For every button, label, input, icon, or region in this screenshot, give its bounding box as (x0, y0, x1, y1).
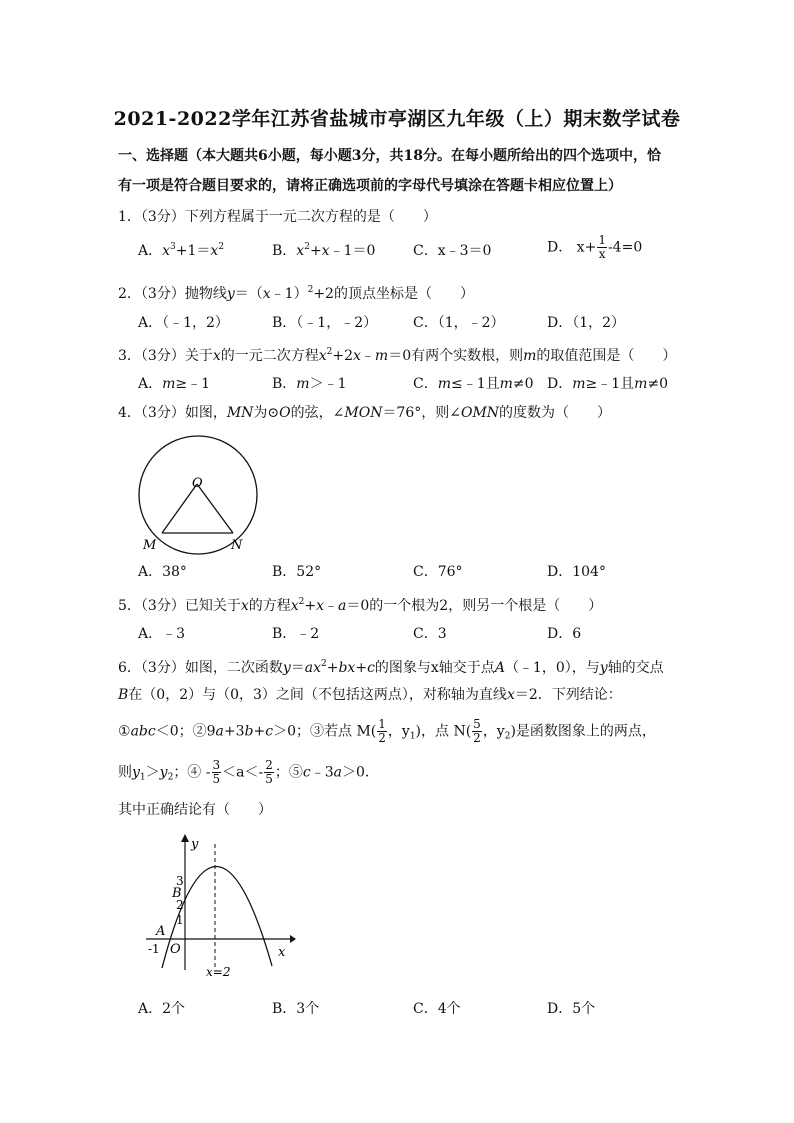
tick-neg1: -1 (148, 942, 160, 956)
q2-option-d: D．（1，2） (547, 315, 626, 331)
label-b: B (172, 886, 182, 901)
question-6-line-4: 则$y_1>y_2$；④ - $\frac{3}{5}$ ＜a＜- $\frac{2}{5}$ ；⑤c﹣3a＞0． (118, 758, 379, 786)
q6-option-d: D．5个 (547, 1001, 596, 1017)
symmetry-axis-label: x=2 (206, 965, 231, 979)
question-3-stem: 3．（3分）关于x的一元二次方程$x^2+2x﹣m=0$有两个实数根，则m的取值范围是（ ） (118, 347, 677, 364)
q4-option-b: B．52° (272, 564, 322, 580)
q5-option-b: B．﹣2 (272, 626, 320, 642)
q4-option-d: D．104° (547, 564, 606, 580)
q3-option-c: C．m≤﹣1且m≠0 (413, 376, 534, 392)
q1-option-a: A．$x^3+1=x^2$ (138, 242, 225, 259)
q5-option-c: C．3 (413, 626, 447, 642)
q5-option-a: A．﹣3 (138, 626, 186, 642)
q5-option-d: D．6 (547, 626, 582, 642)
q6-option-a: A．2个 (138, 1001, 186, 1017)
q2-option-b: B．（﹣1，﹣2） (272, 315, 378, 331)
tick-1: 1 (176, 913, 184, 927)
label-m: M (143, 538, 157, 553)
circle-figure (130, 432, 270, 556)
q2-option-c: C．（1，﹣2） (413, 315, 505, 331)
label-n: N (231, 538, 243, 553)
q1-option-d: D． x+ $\frac{1}{x}$ -4=0 (547, 233, 643, 261)
q4-option-c: C．76° (413, 564, 463, 580)
q6-option-c: C．4个 (413, 1001, 461, 1017)
y-axis-arrow-icon (181, 834, 189, 842)
q4-option-a: A．38° (138, 564, 187, 580)
label-a: A (156, 924, 166, 939)
question-3-options (138, 373, 678, 393)
question-2-stem: 2．（3分）抛物线y＝（x﹣1）$^2$+2的顶点坐标是（ ） (118, 285, 474, 302)
label-origin: O (170, 942, 181, 957)
label-o: O (192, 476, 203, 491)
section-heading-line2: 有一项是符合题目要求的，请将正确选项前的字母代号填涂在答题卡相应位置上） (118, 178, 622, 194)
q3-option-b: B．m＞﹣1 (272, 376, 347, 392)
question-5-options (138, 623, 678, 643)
question-4-options (138, 561, 678, 581)
question-5-stem: 5．（3分）已知关于x的方程$x^2+x﹣a=0$的一个根为2，则另一个根是（ ） (118, 597, 603, 614)
circle-o (139, 436, 257, 554)
q2-option-a: A．（﹣1，2） (138, 315, 229, 331)
q1-option-c: C．x﹣3＝0 (413, 243, 492, 259)
q3-option-a: A．m≥﹣1 (138, 376, 211, 392)
radius-om (162, 484, 197, 533)
parabola-figure (138, 830, 298, 980)
q3-option-d: D．m≥﹣1且m≠0 (547, 376, 669, 392)
radius-on (197, 484, 233, 533)
x-axis-arrow-icon (290, 935, 296, 943)
page-title: 2021-2022学年江苏省盐城市亭湖区九年级（上）期末数学试卷 (113, 108, 681, 130)
tick-3: 3 (176, 874, 184, 888)
question-1-options (138, 233, 678, 261)
question-1-stem: 1．（3分）下列方程属于一元二次方程的是（ ） (118, 209, 437, 225)
q6-option-b: B．3个 (272, 1001, 320, 1017)
question-6-line-3: ①abc＜0；②9a+3b+c＞0；③若点 M( $\frac{1}{2}$ ，$y_1$)，点 N( $\frac{5}{2}$ ，$y_2$)是函数图象上的两点， (118, 717, 656, 745)
question-6-line-5: 其中正确结论有（ ） (118, 802, 272, 818)
label-x: x (278, 945, 286, 960)
question-2-options (138, 312, 678, 332)
question-6-line-2: B在（0，2）与（0，3）之间（不包括这两点），对称轴为直线x＝2．下列结论： (118, 687, 622, 703)
section-heading-line1: 一、选择题（本大题共6小题，每小题3分，共18分。在每小题所给出的四个选项中，恰 (118, 148, 661, 164)
tick-2: 2 (176, 898, 184, 912)
question-4-stem: 4．（3分）如图，MN为⊙O的弦，∠MON＝76°，则∠OMN的度数为（ ） (118, 405, 612, 421)
question-6-options (138, 998, 678, 1018)
q1-option-b: B．$x^2+x﹣1=0$ (272, 242, 376, 259)
question-6-line-1: 6．（3分）如图，二次函数$y=ax^2+bx+c$的图象与x轴交于点A（﹣1，0），与y轴的交点 (118, 659, 664, 676)
label-y: y (191, 837, 199, 852)
